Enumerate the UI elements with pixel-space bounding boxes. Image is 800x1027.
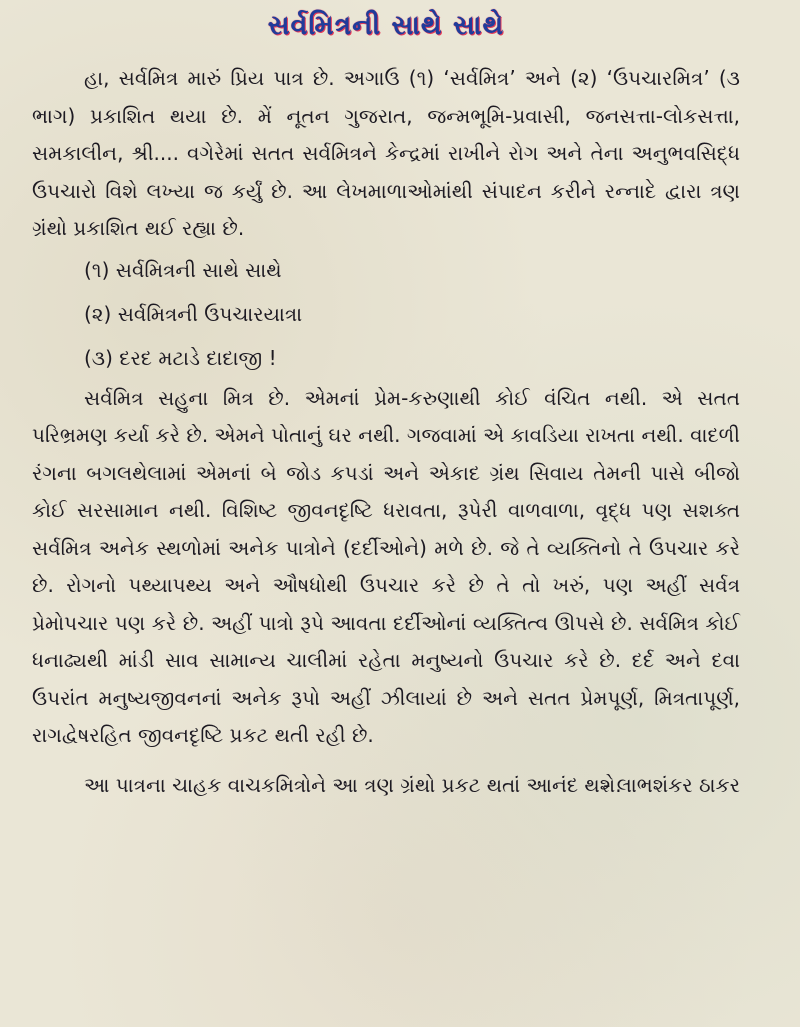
paragraph-gap [32,755,740,767]
author-signature: - લાભશંકર ઠાકર [603,773,740,797]
closing-paragraph: આ પાત્રના ચાહક વાચકમિત્રોને આ ત્રણ ગ્રંથો પ્રકટ થતાં આનંદ થશે. [84,772,622,797]
list-item: (૨) સર્વમિત્રની ઉપચારયાત્રા [84,301,303,326]
body-paragraph: સર્વમિત્ર સહુના મિત્ર છે. એમનાં પ્રેમ-કરુણાથી કોઈ વંચિત નથી. એ સતત પરિભ્રમણ કર્યા કરે છે. એમને પોતાનું ઘર નથી. ગજવામાં એ કાવડિયા રાખતા નથી. વાદળી રંગના બગલથેલામાં એમનાં બે જોડ કપડાં અને એકાદ ગ્રંથ સિવાય તેમની પાસે બીજો કોઈ સરસામાન નથી. વિશિષ્ટ જીવનદૃષ્ટિ ધરાવતા, રૂપેરી વાળવાળા, વૃદ્ધ પણ સશક્ત સર્વમિત્ર અનેક સ્થળોમાં અનેક પાત્રોને (દર્દીઓને) મળે છે. જે તે વ્યક્તિનો તે ઉપચાર કરે છે. રોગનો પથ્યાપથ્ય અને ઔષધોથી ઉપચાર કરે છે તે તો ખરું, પણ અહીં સર્વત્ર પ્રેમોપચાર પણ કરે છે. અહીં પાત્રો રૂપે આવતા દર્દીઓનાં વ્યક્તિત્વ ઊપસે છે. સર્વમિત્ર કોઈ ધનાઢ્યથી માંડી સાવ સામાન્ય ચાલીમાં રહેતા મનુષ્યનો ઉપચાર કરે છે. દર્દ અને દવા ઉપરાંત મનુષ્યજીવનનાં અનેક રૂપો અહીં ઝીલાયાં છે અને સતત પ્રેમપૂર્ણ, મિત્રતાપૂર્ણ, રાગદ્વેષરહિત જીવનદૃષ્ટિ પ્રકટ થતી રહી છે. [32,385,740,747]
intro-paragraph: હા, સર્વમિત્ર મારું પ્રિય પાત્ર છે. અગાઉ (૧) ‘સર્વમિત્ર’ અને (૨) ‘ઉપચારમિત્ર’ (૩ ભાગ) પ્રકાશિત થયા છે. મેં નૂતન ગુજરાત, જન્મભૂમિ-પ્રવાસી, જનસત્તા-લોકસત્તા, સમકાલીન, શ્રી.... વગેરેમાં સતત સર્વમિત્રને કેન્દ્રમાં રાખીને રોગ અને તેના અનુભવસિદ્ધ ઉપચારો વિશે લખ્યા જ કર્યું છે. આ લેખમાળાઓમાંથી સંપાદન કરીને રન્નાદે દ્વારા ત્રણ ગ્રંથો પ્રકાશિત થઈ રહ્યા છે. [32,66,740,240]
list-item: (૩) દરદ મટાડે દાદાજી ! [84,345,277,370]
page-title: સર્વમિત્રની સાથે સાથે [267,10,505,41]
book-list [32,248,740,380]
list-item: (૧) સર્વમિત્રની સાથે સાથે [84,257,282,282]
